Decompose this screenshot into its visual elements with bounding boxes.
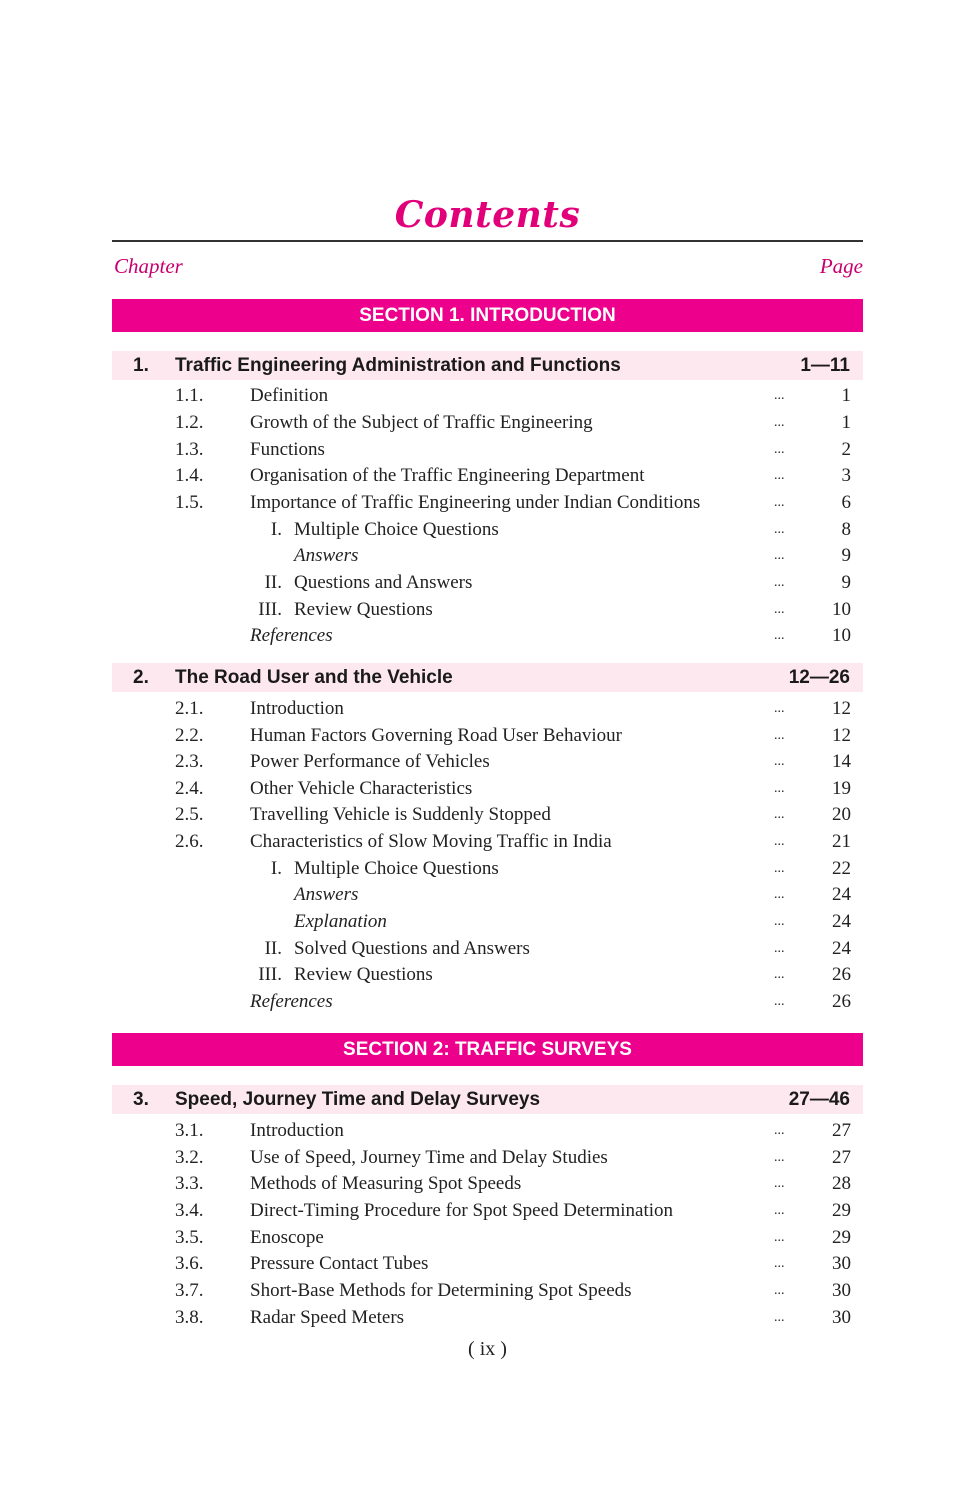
toc-entry[interactable] [112,882,863,908]
toc-entry[interactable] [112,696,863,722]
entry-page: 30 [832,1280,851,1301]
entry-title: Answers [294,545,359,566]
entry-page: 9 [841,545,851,566]
toc-entry[interactable] [112,856,863,882]
toc-entry[interactable] [112,1225,863,1251]
title-rule [112,240,863,242]
entry-title: Power Performance of Vehicles [250,751,490,772]
entry-title: Importance of Traffic Engineering under Indian Conditions [250,492,701,513]
entry-title: Multiple Choice Questions [294,858,499,879]
chapter-number: 2. [133,667,149,688]
chapter-heading[interactable] [112,1085,863,1114]
leader-dots: ... [774,602,785,617]
entry-title: Review Questions [294,599,433,620]
entry-title: Short-Base Methods for Determining Spot Speeds [250,1280,632,1301]
entry-page: 24 [832,884,851,905]
toc-entry[interactable] [112,623,863,649]
leader-dots: ... [774,834,785,849]
toc-entry[interactable] [112,1118,863,1144]
column-header-page: Page [819,254,863,278]
entry-number: 3.6. [175,1253,204,1274]
entry-number: 2.5. [175,804,204,825]
leader-dots: ... [774,1310,785,1325]
entry-page: 21 [832,831,851,852]
entry-number: 3.1. [175,1120,204,1141]
toc-entry[interactable] [112,909,863,935]
roman-numeral: II. [264,938,282,959]
leader-dots: ... [774,1256,785,1271]
entry-title: Growth of the Subject of Traffic Engineering [250,412,593,433]
chapter-page-range: 12—26 [788,667,850,688]
roman-numeral: III. [258,964,282,985]
toc-entry[interactable] [112,802,863,828]
entry-number: 1.4. [175,465,204,486]
leader-dots: ... [774,861,785,876]
entry-page: 12 [832,698,851,719]
entry-number: 1.5. [175,492,204,513]
leader-dots: ... [774,994,785,1009]
chapter-title: Traffic Engineering Administration and Functions [175,355,621,376]
leader-dots: ... [774,575,785,590]
toc-entry[interactable] [112,517,863,543]
entry-page: 12 [832,725,851,746]
chapter-page-range: 27—46 [788,1089,850,1110]
entry-number: 2.4. [175,778,204,799]
entry-page: 9 [841,572,851,593]
entry-title: Pressure Contact Tubes [250,1253,429,1274]
leader-dots: ... [774,1176,785,1191]
entry-number: 3.2. [175,1147,204,1168]
toc-entry[interactable] [112,1305,863,1331]
entry-number: 3.8. [175,1307,204,1328]
chapter-title: The Road User and the Vehicle [175,667,453,688]
entry-title: Other Vehicle Characteristics [250,778,473,799]
toc-entry[interactable] [112,383,863,409]
leader-dots: ... [774,548,785,563]
toc-entry[interactable] [112,490,863,516]
entry-number: 1.2. [175,412,204,433]
entry-page: 26 [832,964,851,985]
entry-page: 28 [832,1173,851,1194]
entry-page: 29 [832,1227,851,1248]
entry-number: 2.2. [175,725,204,746]
entry-page: 8 [841,519,851,540]
leader-dots: ... [774,754,785,769]
entry-title: Answers [294,884,359,905]
leader-dots: ... [774,701,785,716]
entry-page: 29 [832,1200,851,1221]
entry-number: 2.1. [175,698,204,719]
entry-title: References [250,991,333,1012]
entry-page: 2 [841,439,851,460]
entry-title: Definition [250,385,329,406]
toc-entry[interactable] [112,410,863,436]
leader-dots: ... [774,1230,785,1245]
toc-entry[interactable] [112,776,863,802]
entry-title: References [250,625,333,646]
leader-dots: ... [774,1123,785,1138]
entry-title: Methods of Measuring Spot Speeds [250,1173,522,1194]
entry-page: 10 [832,625,851,646]
entry-page: 30 [832,1253,851,1274]
chapter-title: Speed, Journey Time and Delay Surveys [175,1089,541,1110]
entry-page: 26 [832,991,851,1012]
leader-dots: ... [774,887,785,902]
page-number-footer: ( ix ) [468,1338,507,1360]
chapter-heading[interactable] [112,351,863,380]
entry-title: Explanation [294,911,387,932]
entry-title: Functions [250,439,325,460]
toc-entry[interactable] [112,989,863,1015]
roman-numeral: I. [270,858,282,879]
leader-dots: ... [774,1150,785,1165]
entry-number: 2.3. [175,751,204,772]
leader-dots: ... [774,415,785,430]
entry-page: 24 [832,938,851,959]
roman-numeral: I. [270,519,282,540]
toc-entry[interactable] [112,1145,863,1171]
entry-page: 30 [832,1307,851,1328]
toc-entry[interactable] [112,749,863,775]
leader-dots: ... [774,522,785,537]
toc-entry[interactable] [112,437,863,463]
leader-dots: ... [774,807,785,822]
roman-numeral: II. [264,572,282,593]
entry-title: Characteristics of Slow Moving Traffic in India [250,831,612,852]
toc-entry[interactable] [112,1198,863,1224]
entry-title: Review Questions [294,964,433,985]
leader-dots: ... [774,941,785,956]
toc-entry[interactable] [112,723,863,749]
roman-numeral: III. [258,599,282,620]
entry-number: 2.6. [175,831,204,852]
entry-page: 14 [832,751,851,772]
leader-dots: ... [774,1203,785,1218]
entry-title: Multiple Choice Questions [294,519,499,540]
toc-entry[interactable] [112,829,863,855]
entry-title: Introduction [250,698,344,719]
leader-dots: ... [774,967,785,982]
chapter-page-range: 1—11 [800,355,850,376]
entry-page: 1 [841,385,851,406]
page-title: Contents [394,194,581,236]
entry-title: Organisation of the Traffic Engineering Department [250,465,645,486]
toc-entry[interactable] [112,463,863,489]
leader-dots: ... [774,781,785,796]
entry-page: 27 [832,1147,851,1168]
entry-number: 1.1. [175,385,204,406]
leader-dots: ... [774,442,785,457]
toc-entry[interactable] [112,570,863,596]
column-header-chapter: Chapter [114,254,183,278]
chapter-number: 3. [133,1089,149,1110]
leader-dots: ... [774,388,785,403]
leader-dots: ... [774,628,785,643]
chapter-heading[interactable] [112,663,863,692]
entry-number: 3.4. [175,1200,204,1221]
entry-page: 3 [841,465,851,486]
entry-number: 3.5. [175,1227,204,1248]
entry-number: 3.3. [175,1173,204,1194]
entry-title: Questions and Answers [294,572,473,593]
entry-page: 1 [841,412,851,433]
entry-title: Enoscope [250,1227,324,1248]
leader-dots: ... [774,728,785,743]
toc-entry[interactable] [112,1278,863,1304]
toc-entry[interactable] [112,543,863,569]
entry-title: Travelling Vehicle is Suddenly Stopped [250,804,551,825]
toc-entry[interactable] [112,597,863,623]
chapter-number: 1. [133,355,149,376]
entry-title: Radar Speed Meters [250,1307,405,1328]
entry-title: Introduction [250,1120,344,1141]
entry-title: Human Factors Governing Road User Behaviour [250,725,623,746]
section-band: SECTION 1. INTRODUCTION [112,299,863,332]
leader-dots: ... [774,914,785,929]
entry-page: 24 [832,911,851,932]
entry-page: 6 [841,492,851,513]
leader-dots: ... [774,468,785,483]
entry-number: 3.7. [175,1280,204,1301]
toc-entry[interactable] [112,962,863,988]
toc-entry[interactable] [112,1171,863,1197]
entry-page: 10 [832,599,851,620]
entry-page: 20 [832,804,851,825]
entry-title: Use of Speed, Journey Time and Delay Studies [250,1147,608,1168]
entry-page: 19 [832,778,851,799]
section-band: SECTION 2: TRAFFIC SURVEYS [112,1033,863,1066]
entry-number: 1.3. [175,439,204,460]
entry-title: Direct-Timing Procedure for Spot Speed Determination [250,1200,674,1221]
toc-entry[interactable] [112,1251,863,1277]
leader-dots: ... [774,1283,785,1298]
toc-entry[interactable] [112,936,863,962]
entry-title: Solved Questions and Answers [294,938,530,959]
leader-dots: ... [774,495,785,510]
entry-page: 27 [832,1120,851,1141]
entry-page: 22 [832,858,851,879]
